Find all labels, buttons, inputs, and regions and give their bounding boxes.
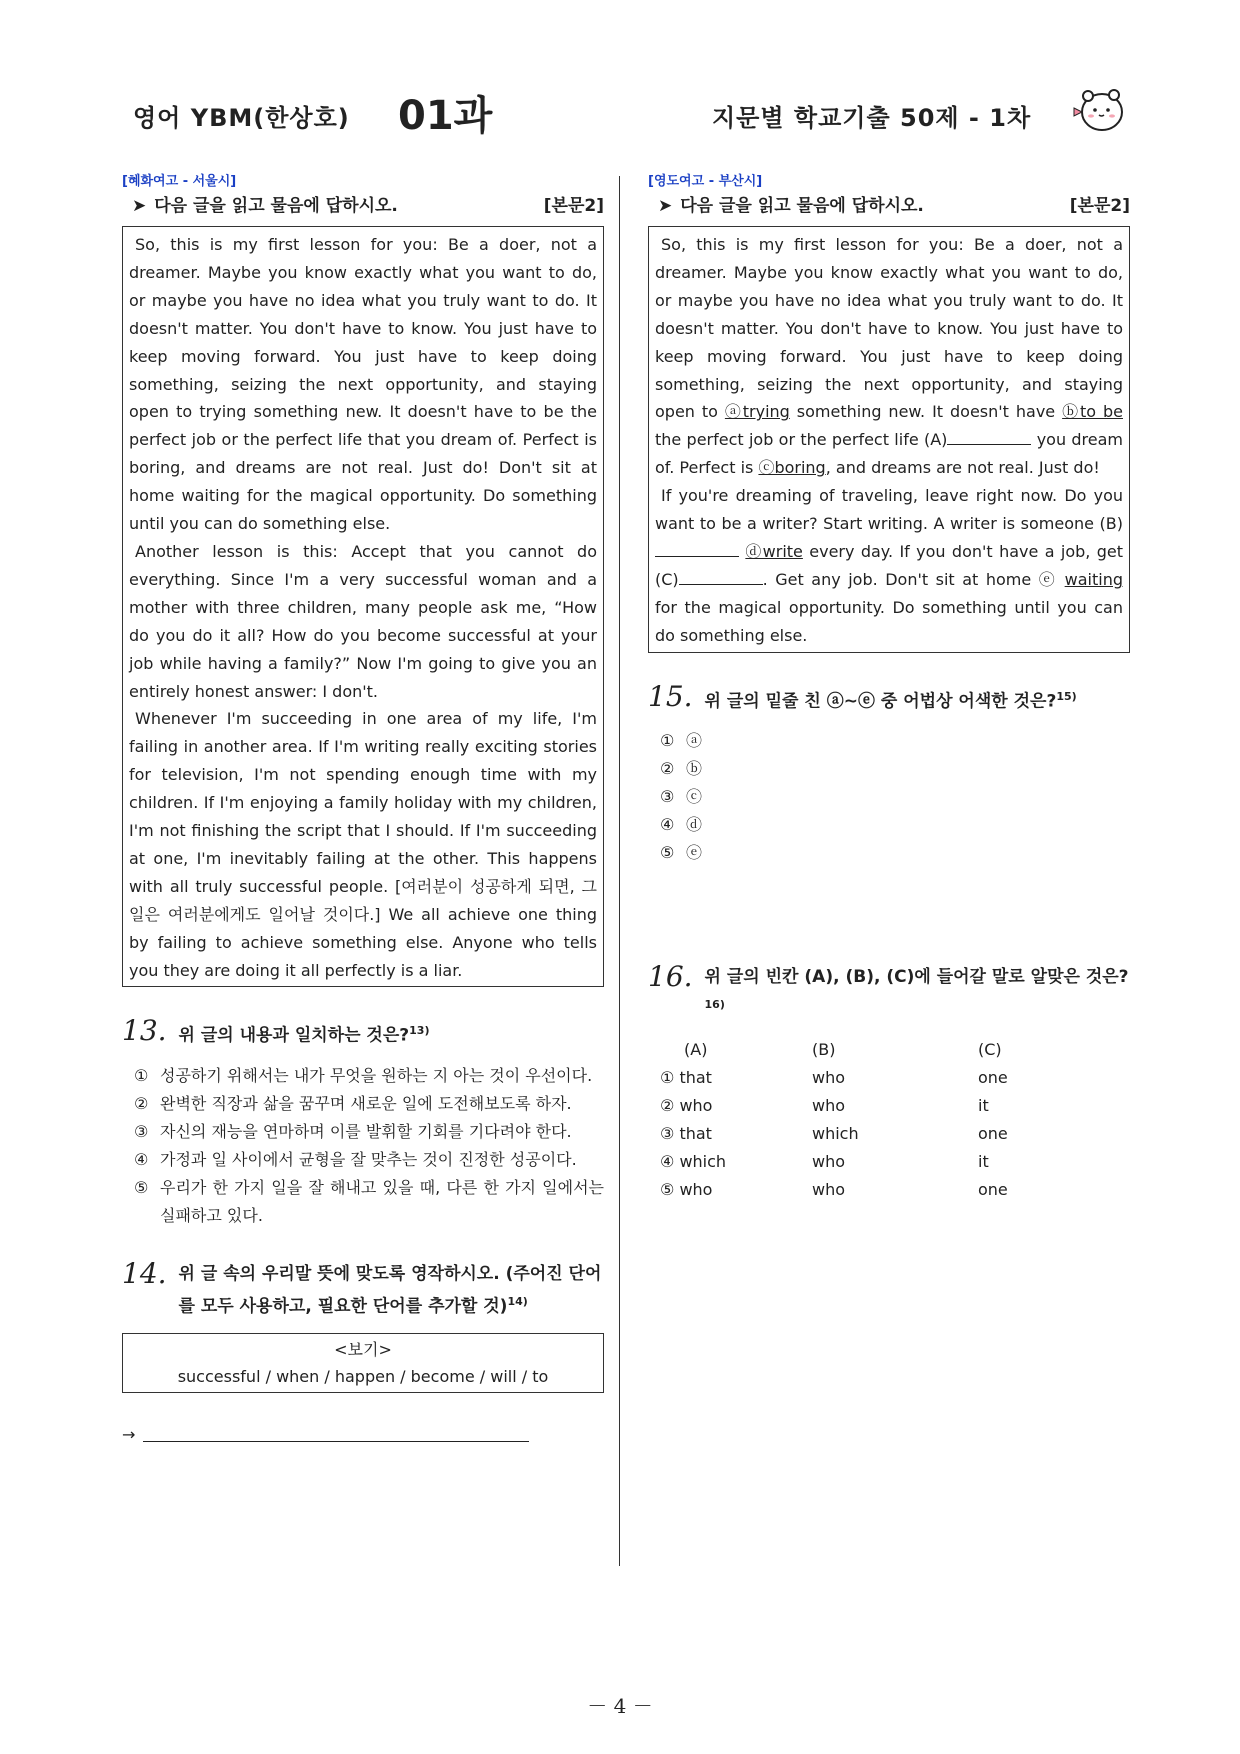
option[interactable]: [134, 1146, 604, 1174]
cell-c: one: [978, 1179, 1008, 1199]
underlined-c: ⓒboring: [758, 458, 826, 478]
question-text: 위 글의 내용과 일치하는 것은?: [178, 1026, 410, 1047]
underlined-e: waiting: [1064, 569, 1123, 589]
option-text: ⓐ: [686, 731, 703, 751]
passage-paragraph: [655, 482, 1123, 649]
option-text: 가정과 일 사이에서 균형을 잘 맞추는 것이 진정한 성공이다.: [160, 1150, 577, 1170]
blank-a: [947, 428, 1031, 445]
option[interactable]: [660, 755, 1130, 783]
table-row[interactable]: [660, 1148, 1130, 1176]
table-row[interactable]: [660, 1176, 1130, 1204]
option-mark: ①: [134, 1066, 149, 1086]
blank-b: [655, 540, 739, 557]
option[interactable]: [660, 811, 1130, 839]
instruction: [132, 192, 604, 220]
cell-b: who: [812, 1067, 846, 1087]
option-text: ⓒ: [686, 787, 703, 807]
passage-box: [122, 226, 604, 987]
question-15: [648, 679, 1130, 716]
option[interactable]: [134, 1062, 604, 1090]
passage-text: the perfect job or the perfect life (A): [655, 430, 948, 450]
option-mark: ③: [660, 787, 675, 807]
option[interactable]: [134, 1118, 604, 1146]
option[interactable]: [660, 783, 1130, 811]
option[interactable]: [660, 727, 1130, 755]
answer-blank[interactable]: [143, 1427, 529, 1442]
footnote-ref: 14): [507, 1295, 528, 1309]
arrow-icon: ➤: [132, 196, 147, 216]
option-mark: ②: [660, 1095, 675, 1115]
option-mark: ⑤: [134, 1178, 149, 1198]
passage-paragraph: Whenever I'm succeeding in one area of my life, I'm failing in another area. If I'm writing really exciting stories for television, I'm not spending enough time with my children. If I'm enjoying a family holiday with my children, I'm not finishing the script that I should. If I'm succeeding at one, I'm inevitably failing at the other. This happens with all truly successful people. [여러분이 성공하게 되면, 그 일은 여러분에게도 일어날 것이다.] We all achieve one thing by failing to achieve something else. Anyone who tells you they are doing it all perfectly is a liar.: [129, 709, 597, 980]
right-column: [648, 172, 1130, 1204]
instruction-text: 다음 글을 읽고 물음에 답하시오.: [154, 196, 398, 216]
page-number: － 4 －: [587, 1694, 653, 1718]
source-label: [혜화여고 - 서울시]: [122, 174, 237, 189]
table-header: [660, 1036, 1130, 1064]
underlined-d: ⓓwrite: [745, 541, 803, 561]
cell-c: it: [978, 1151, 989, 1171]
question-number: 13.: [122, 1014, 167, 1048]
passage-paragraph: [655, 231, 1123, 482]
option-mark: ④: [660, 815, 675, 835]
option-mark: ②: [134, 1094, 149, 1114]
option-mark: ①: [660, 1067, 675, 1087]
question-number: 15.: [648, 679, 693, 713]
passage-text: for the magical opportunity. Do something until you can do something else.: [655, 597, 1123, 645]
cell-c: it: [978, 1095, 989, 1115]
left-column: [122, 172, 604, 1444]
option-text: 성공하기 위해서는 내가 무엇을 원하는 지 아는 것이 우선이다.: [160, 1066, 593, 1086]
option-mark: ③: [660, 1123, 675, 1143]
option[interactable]: [134, 1174, 604, 1230]
option-mark: ⑤: [660, 1179, 675, 1199]
cell-a: which: [679, 1151, 727, 1171]
blank-c: [679, 568, 763, 585]
option-text: ⓔ: [686, 843, 703, 863]
word-bank-box: [122, 1333, 604, 1393]
header-series-title: 지문별 학교기출 50제 - 1차: [712, 104, 1032, 132]
option[interactable]: [660, 839, 1130, 867]
passage-text: . Get any job. Don't sit at home ⓔ: [762, 569, 1065, 589]
option-mark: ⑤: [660, 843, 675, 863]
footnote-ref: 15): [1056, 689, 1077, 703]
cell-b: which: [812, 1123, 859, 1143]
arrow-icon: →: [122, 1424, 136, 1444]
passage-text: something new. It doesn't have: [789, 402, 1063, 422]
option-mark: ③: [134, 1122, 149, 1142]
underlined-a: ⓐtrying: [724, 402, 790, 422]
passage-text: If you're dreaming of traveling, leave right now. Do you want to be a writer? Start writing. A writer is someone (B): [655, 486, 1123, 534]
q16-options-table: [660, 1036, 1130, 1204]
source-label: [영도여고 - 부산시]: [648, 174, 763, 189]
table-row[interactable]: [660, 1064, 1130, 1092]
option-text: 완벽한 직장과 삶을 꿈꾸며 새로운 일에 도전해보도록 하자.: [160, 1094, 572, 1114]
question-16: [648, 960, 1130, 1024]
cell-a: that: [679, 1067, 712, 1087]
option-mark: ②: [660, 759, 675, 779]
column-divider: [619, 176, 620, 1566]
question-number: 14.: [122, 1257, 167, 1291]
q13-options: [134, 1062, 604, 1230]
question-text: 위 글의 밑줄 친 ⓐ~ⓔ 중 어법상 어색한 것은?: [704, 691, 1057, 712]
mascot-icon: [1070, 84, 1128, 136]
table-row[interactable]: [660, 1120, 1130, 1148]
passage-tag: [본문2]: [543, 196, 604, 216]
option-text: ⓑ: [686, 759, 703, 779]
footnote-ref: 13): [409, 1024, 430, 1038]
passage-text: you dream of. Perfect is: [655, 430, 1124, 478]
option[interactable]: [134, 1090, 604, 1118]
question-13: [122, 1014, 604, 1050]
cell-c: one: [978, 1123, 1008, 1143]
cell-a: who: [679, 1179, 713, 1199]
answer-line[interactable]: [122, 1425, 604, 1444]
instruction-text: 다음 글을 읽고 물음에 답하시오.: [680, 196, 924, 216]
word-bank-words: successful / when / happen / become / will / to: [177, 1366, 549, 1386]
word-bank-title: <보기>: [334, 1339, 392, 1359]
header-b: (B): [812, 1039, 836, 1059]
option-mark: ④: [134, 1150, 149, 1170]
header-subject: 영어 YBM(한상호): [133, 104, 350, 132]
question-14: [122, 1257, 604, 1321]
cell-b: who: [812, 1179, 846, 1199]
passage-text: every day. If you don't have a job, get (C): [655, 541, 1123, 589]
passage-paragraph: So, this is my first lesson for you: Be a doer, not a dreamer. Maybe you know exactly what you want to do, or maybe you have no idea what you truly want to do. It doesn't matter. You don't have to know. You just have to keep moving forward. You just have to keep doing something, seizing the next opportunity, and staying open to trying something new. It doesn't have to be the perfect job or the perfect life that you dream of. Perfect is boring, and dreams are not real. Just do! Don't sit at home waiting for the magical opportunity. Do something until you can do something else.: [129, 235, 597, 534]
option-text: 자신의 재능을 연마하며 이를 발휘할 기회를 기다려야 한다.: [160, 1122, 572, 1142]
passage-tag: [본문2]: [1069, 196, 1130, 216]
arrow-icon: ➤: [658, 196, 673, 216]
instruction: [658, 192, 1130, 220]
passage-text: So, this is my first lesson for you: Be a doer, not a dreamer. Maybe you know exactly what you want to do, or maybe you have no idea what you truly want to do. It doesn't matter. You don't have to know. You just have to keep moving forward. You just have to keep doing something, seizing the next opportunity, and staying open to: [655, 235, 1123, 422]
q15-options: [660, 727, 1130, 867]
question-number: 16.: [648, 960, 693, 994]
cell-a: that: [679, 1123, 712, 1143]
footnote-ref: 16): [704, 998, 725, 1012]
underlined-b: ⓑto be: [1062, 402, 1123, 422]
passage-paragraph: Another lesson is this: Accept that you cannot do everything. Since I'm a very successful woman and a mother with three children, many people ask me, “How do you do it all? How do you become successful at your job while having a family?” Now I'm going to give you an entirely honest answer: I don't.: [129, 541, 597, 701]
question-text: 위 글 속의 우리말 뜻에 맞도록 영작하시오. (주어진 단어를 모두 사용하고, 필요한 단어를 추가할 것): [178, 1264, 602, 1317]
passage-box: [648, 226, 1130, 653]
question-text: 위 글의 빈칸 (A), (B), (C)에 들어갈 말로 알맞은 것은?: [704, 967, 1129, 988]
option-mark: ④: [660, 1151, 675, 1171]
option-mark: ①: [660, 731, 675, 751]
header-a: (A): [684, 1039, 708, 1059]
header-c: (C): [978, 1039, 1002, 1059]
option-text: 우리가 한 가지 일을 잘 해내고 있을 때, 다른 한 가지 일에서는 실패하고 있다.: [160, 1178, 604, 1226]
table-row[interactable]: [660, 1092, 1130, 1120]
header-lesson: 01과: [398, 93, 493, 139]
passage-text: , and dreams are not real. Just do!: [825, 458, 1100, 478]
option-text: ⓓ: [686, 815, 703, 835]
cell-b: who: [812, 1095, 846, 1115]
cell-b: who: [812, 1151, 846, 1171]
cell-a: who: [679, 1095, 713, 1115]
cell-c: one: [978, 1067, 1008, 1087]
